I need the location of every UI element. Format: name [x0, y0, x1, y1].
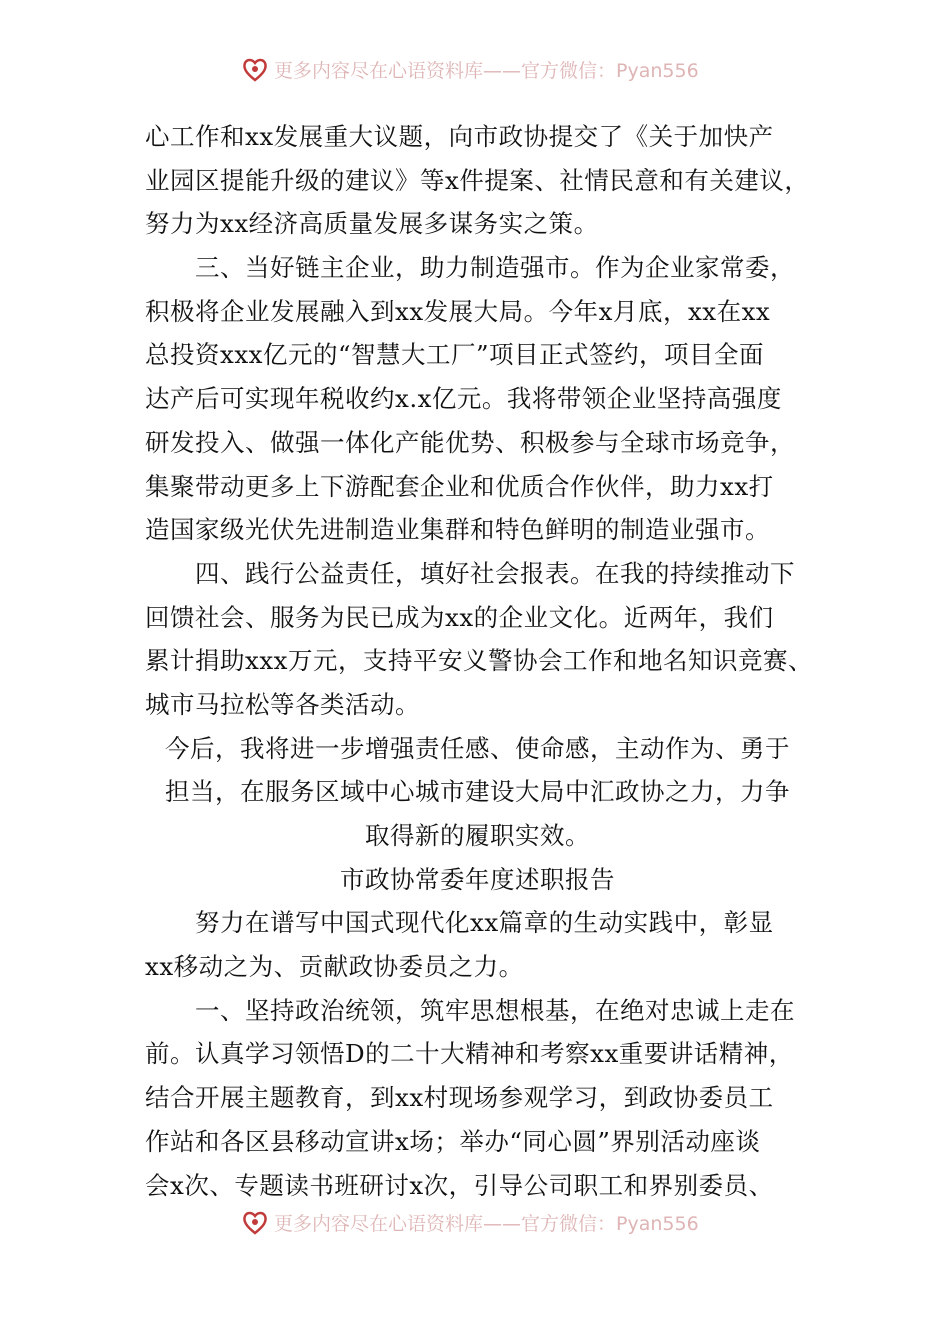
text-line: 努力在谱写中国式现代化xx篇章的生动实践中，彰显: [145, 908, 774, 938]
text-line: 前。认真学习领悟D的二十大精神和考察xx重要讲话精神，: [145, 1039, 794, 1069]
text-line: 结合开展主题教育，到xx村现场参观学习，到政协委员工: [145, 1083, 774, 1113]
text-line: 担当，在服务区域中心城市建设大局中汇政协之力，力争: [165, 777, 790, 807]
document-body: [145, 115, 813, 1207]
text-line: 达产后可实现年税收约x.x亿元。我将带领企业坚持高强度: [145, 384, 782, 414]
text-line: 累计捐助xxx万元，支持平安义警协会工作和地名知识竞赛、: [145, 646, 813, 676]
text-line: 会x次、专题读书班研讨x次，引导公司职工和界别委员、: [145, 1170, 774, 1200]
text-line: 集聚带动更多上下游配套企业和优质合作伙伴，助力xx打: [145, 471, 774, 501]
text-line: 积极将企业发展融入到xx发展大局。今年x月底，xx在xx: [145, 296, 771, 326]
text-line: 取得新的履职实效。: [365, 821, 590, 850]
text-line: xx移动之为、贡献政协委员之力。: [145, 952, 524, 982]
text-line: 一、坚持政治统领，筑牢思想根基，在绝对忠诚上走在: [145, 995, 795, 1025]
text-line: 今后，我将进一步增强责任感、使命感，主动作为、勇于: [165, 733, 790, 763]
text-line: 回馈社会、服务为民已成为xx的企业文化。近两年，我们: [145, 602, 774, 632]
text-line: 城市马拉松等各类活动。: [145, 689, 420, 719]
watermark-text: 更多内容尽在心语资料库——官方微信：Pyan556: [274, 1212, 699, 1235]
heart-logo-icon: [240, 54, 270, 84]
text-line: 心工作和xx发展重大议题，向市政协提交了《关于加快产: [145, 122, 774, 151]
watermark-top: [240, 52, 760, 86]
text-line: 业园区提能升级的建议》等x件提案、社情民意和有关建议，: [145, 165, 810, 195]
text-line: 造国家级光伏先进制造业集群和特色鲜明的制造业强市。: [145, 515, 770, 545]
watermark-text: 更多内容尽在心语资料库——官方微信：Pyan556: [274, 59, 699, 82]
watermark-bottom: [240, 1205, 760, 1239]
text-line: 作站和各区县移动宣讲x场；举办“同心圆”界别活动座谈: [145, 1126, 761, 1156]
text-line: 总投资xxx亿元的“智慧大工厂”项目正式签约，项目全面: [145, 340, 764, 370]
section-title: 市政协常委年度述职报告: [340, 864, 615, 894]
text-line: 努力为xx经济高质量发展多谋务实之策。: [145, 209, 599, 239]
text-line: 四、践行公益责任，填好社会报表。在我的持续推动下: [145, 558, 795, 588]
text-line: 研发投入、做强一体化产能优势、积极参与全球市场竞争，: [145, 427, 795, 457]
heart-logo-icon: [240, 1207, 270, 1237]
text-line: 三、当好链主企业，助力制造强市。作为企业家常委，: [145, 253, 795, 283]
